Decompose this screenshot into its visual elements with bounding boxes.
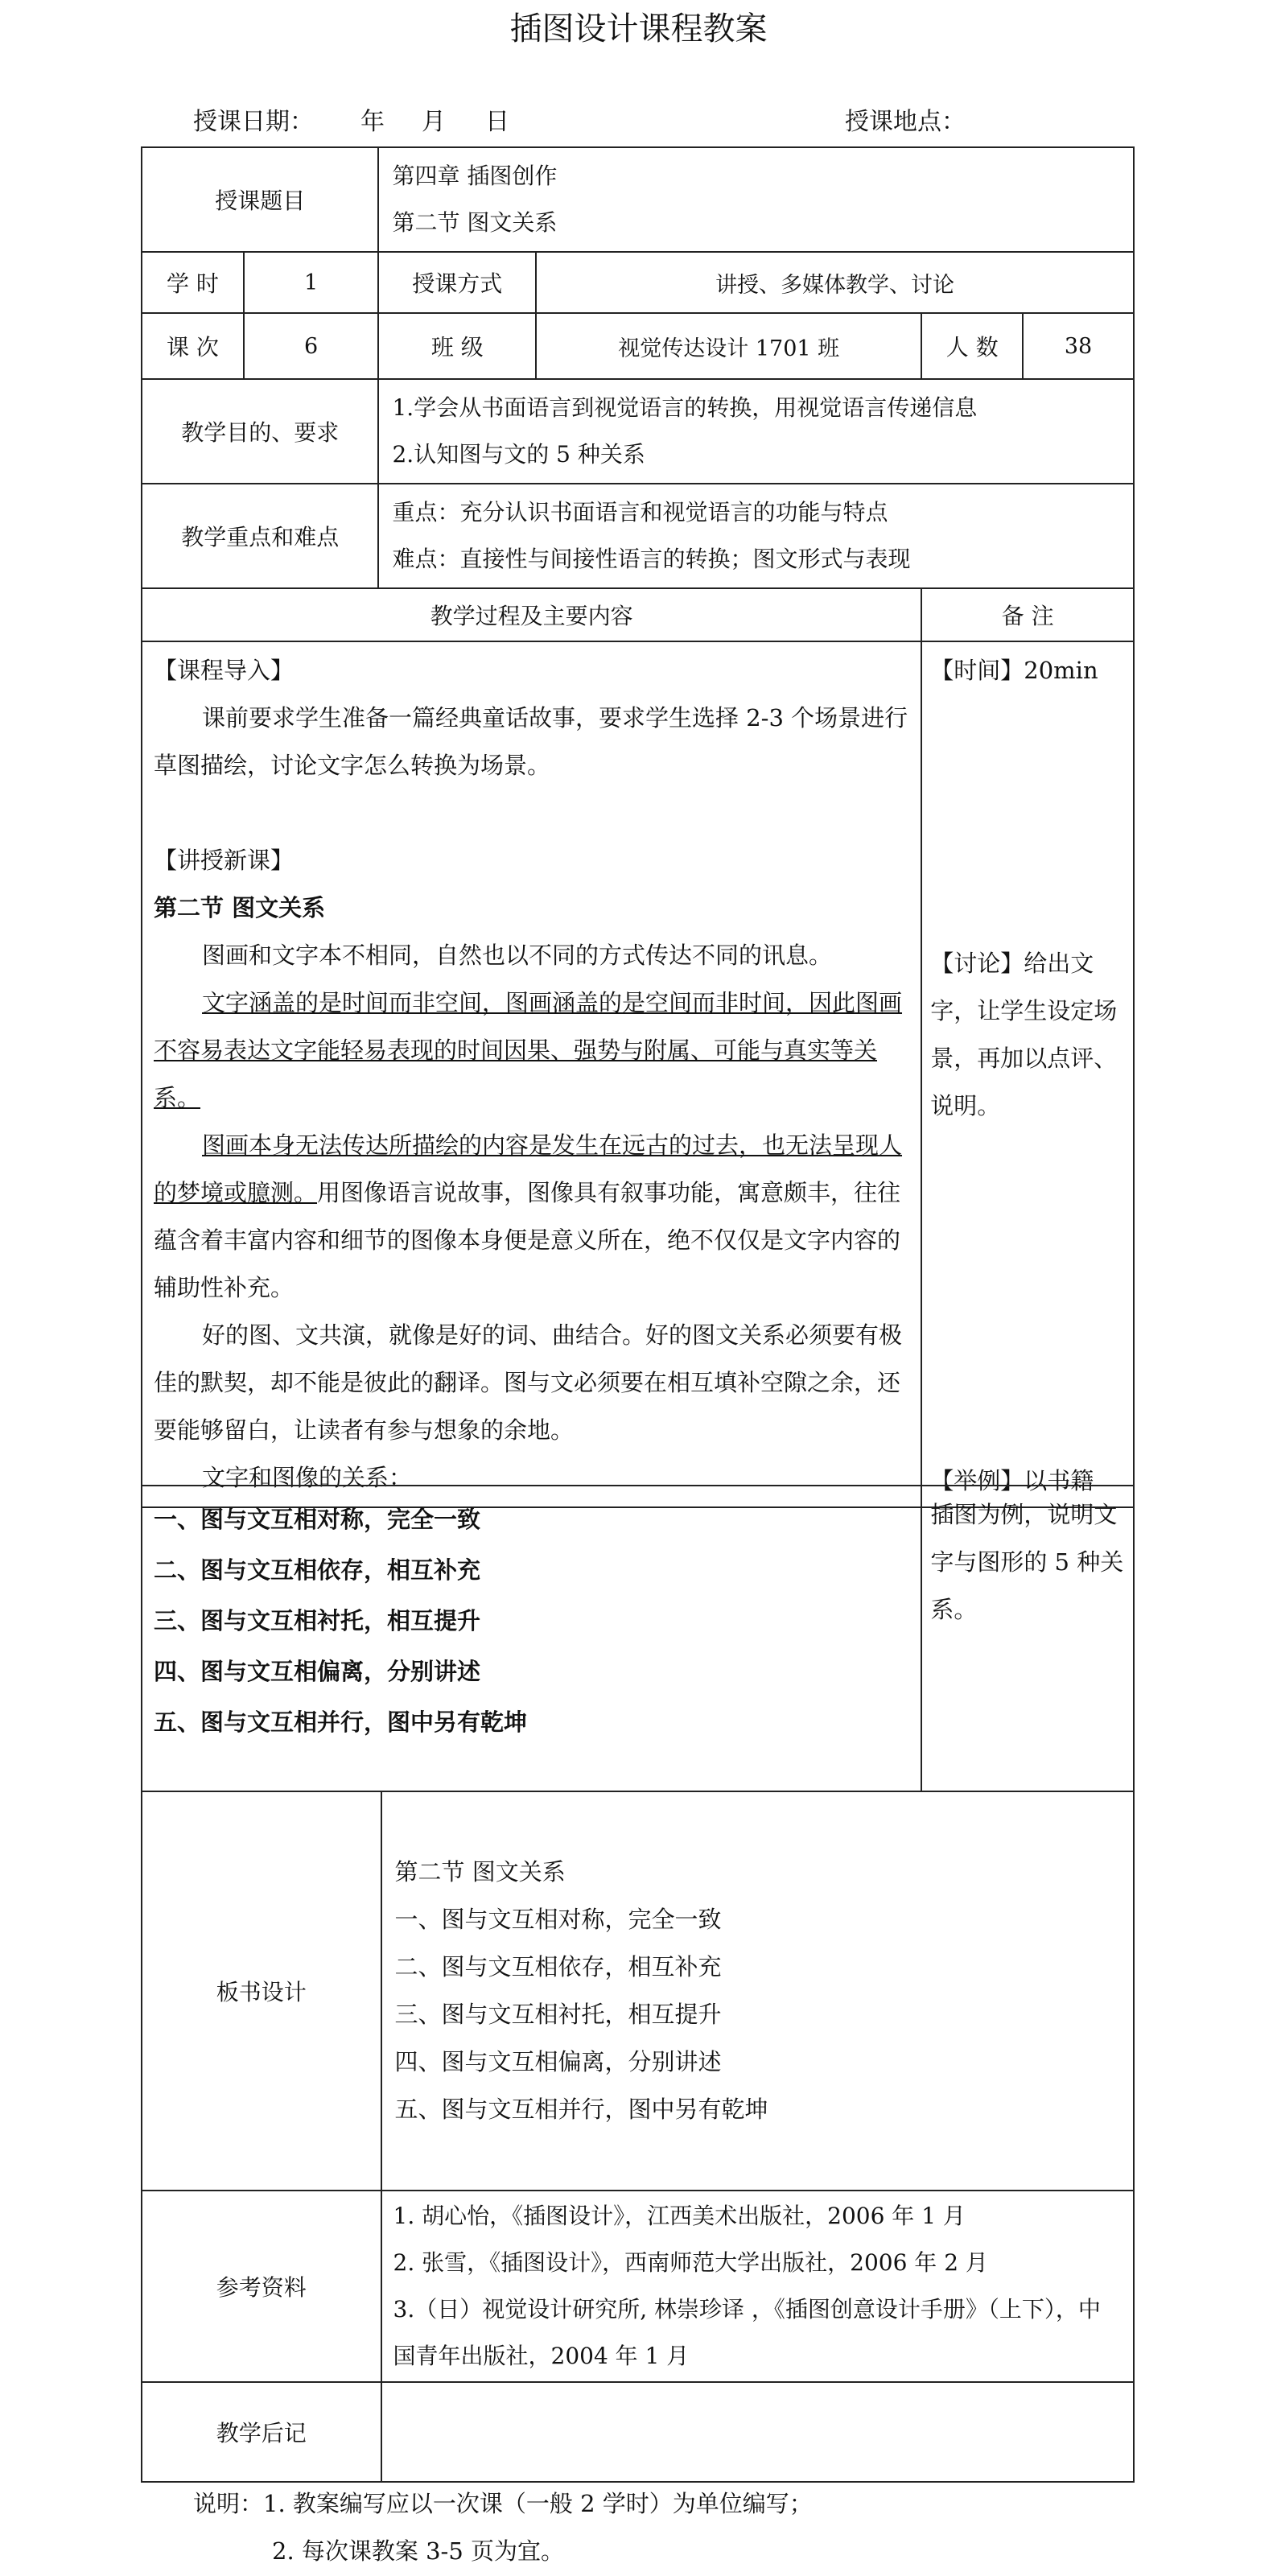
paragraph: 文字和图像的关系： (202, 1464, 413, 1491)
class-label: 班 级 (378, 313, 536, 379)
afterword-label: 教学后记 (142, 2382, 381, 2482)
intro-title: 【课程导入】 (154, 657, 295, 684)
topic-line: 第四章 插图创作 (392, 163, 558, 189)
process-header: 教学过程及主要内容 (142, 588, 921, 641)
board-line: 二、图与文互相依存，相互补充 (394, 1953, 722, 1980)
board-line: 五、图与文互相并行，图中另有乾坤 (394, 2096, 768, 2123)
board-line: 第二节 图文关系 (394, 1858, 566, 1886)
hours-value: 1 (244, 252, 379, 313)
references-content (381, 2191, 1134, 2382)
key-line: 重点：充分认识书面语言和视觉语言的功能与特点 (392, 499, 888, 526)
session-value: 6 (244, 313, 379, 379)
goal-value (378, 379, 1134, 484)
key-points-label: 教学重点和难点 (142, 484, 378, 588)
paragraph: 图画和文字本不相同，自然也以不同的方式传达不同的讯息。 (202, 942, 833, 969)
class-value: 视觉传达设计 1701 班 (536, 313, 921, 379)
reference-item: 1. 胡心怡，《插图设计》，江西美术出版社，2006 年 1 月 (393, 2203, 966, 2229)
key-points-value (378, 484, 1134, 588)
notes-header: 备 注 (921, 588, 1134, 641)
underlined-text: 文字涵盖的是时间而非空间，图画涵盖的是空间而非时间，因此图画不容易表达文字能轻易表现的时间因果、强势与附属、可能与真实等关系。 (154, 989, 903, 1111)
lesson-info-table (141, 146, 1135, 1508)
board-line: 三、图与文互相衬托，相互提升 (394, 2001, 722, 2028)
references-label: 参考资料 (142, 2191, 381, 2382)
paragraph-text: 用图像语言说故事，图像具有叙事功能，寓意颇丰，往往蕴含着丰富内容和细节的图像本身便是意义所在，绝不仅仅是文字内容的辅助性补充。 (154, 1179, 901, 1301)
method-value: 讲授、多媒体教学、讨论 (536, 252, 1134, 313)
relations-note: 插图为例，说明文字与图形的 5 种关系。 (921, 1486, 1134, 1791)
note-time: 【时间】20min (930, 657, 1098, 684)
reference-item: 3.（日）视觉设计研究所, 林崇珍译 ，《插图创意设计手册》（上下），中国青年出版社，2004 年 1 月 (393, 2296, 1101, 2369)
underlined-text: 图画本身无法传达所描绘的内容是发生在远古的过去，也无法呈现人的梦境或臆测。 (154, 1131, 903, 1206)
key-line: 难点：直接性与间接性语言的转换；图文形式与表现 (392, 546, 911, 572)
topic-value (378, 147, 1134, 252)
day-label: 日 (485, 108, 509, 136)
paragraph: 好的图、文共演，就像是好的词、曲结合。好的图文关系必须要有极佳的默契，却不能是彼此的翻译。图与文必须要在相互填补空隙之余，还要能够留白，让读者有参与想象的余地。 (154, 1321, 903, 1444)
board-line: 四、图与文互相偏离，分别讲述 (394, 2048, 722, 2075)
spacer (154, 789, 911, 837)
relation-item: 四、图与文互相偏离，分别讲述 (154, 1658, 481, 1685)
board-line: 一、图与文互相对称，完全一致 (394, 1906, 722, 1933)
relations-list (142, 1486, 921, 1791)
board-label: 板书设计 (142, 1791, 381, 2191)
goal-label: 教学目的、要求 (142, 379, 378, 484)
board-content (381, 1791, 1134, 2191)
intro-text: 课前要求学生准备一篇经典童话故事，要求学生选择 2-3 个场景进行草图描绘，讨论文字怎么转换为场景。 (154, 704, 908, 779)
method-label: 授课方式 (378, 252, 536, 313)
note-discussion: 【讨论】给出文字，让学生设定场景，再加以点评、说明。 (930, 950, 1118, 1119)
relation-item: 五、图与文互相并行，图中另有乾坤 (154, 1708, 528, 1736)
topic-label: 授课题目 (142, 147, 378, 252)
afterword-content (381, 2382, 1134, 2482)
goal-line: 1.学会从书面语言到视觉语言的转换，用视觉语言传递信息 (392, 394, 978, 421)
place-label: 授课地点： (845, 108, 966, 136)
document-title: 插图设计课程教案 (509, 10, 768, 47)
note-example: 【举例】以书籍 (930, 1467, 1094, 1494)
count-value: 38 (1023, 313, 1134, 379)
goal-line: 2.认知图与文的 5 种关系 (392, 441, 645, 468)
footer-note: 说明：1. 教案编写应以一次课（一般 2 学时）为单位编写； (193, 2490, 813, 2517)
footer-note: 2. 每次课教案 3-5 页为宜。 (272, 2537, 565, 2565)
year-label: 年 (360, 108, 385, 136)
relation-item: 三、图与文互相衬托，相互提升 (154, 1607, 481, 1634)
topic-line: 第二节 图文关系 (392, 209, 558, 236)
new-lesson-title: 【讲授新课】 (154, 847, 295, 874)
date-label: 授课日期： (193, 108, 314, 136)
relation-item: 一、图与文互相对称，完全一致 (154, 1506, 481, 1533)
session-label: 课 次 (142, 313, 244, 379)
process-content (142, 641, 921, 1507)
section-title: 第二节 图文关系 (154, 894, 326, 921)
lesson-detail-table (141, 1485, 1135, 2483)
notes-column (921, 641, 1134, 1507)
relation-item: 二、图与文互相依存，相互补充 (154, 1556, 481, 1584)
count-label: 人 数 (921, 313, 1023, 379)
reference-item: 2. 张雪，《插图设计》，西南师范大学出版社，2006 年 2 月 (393, 2249, 988, 2276)
hours-label: 学 时 (142, 252, 244, 313)
month-label: 月 (422, 108, 446, 136)
